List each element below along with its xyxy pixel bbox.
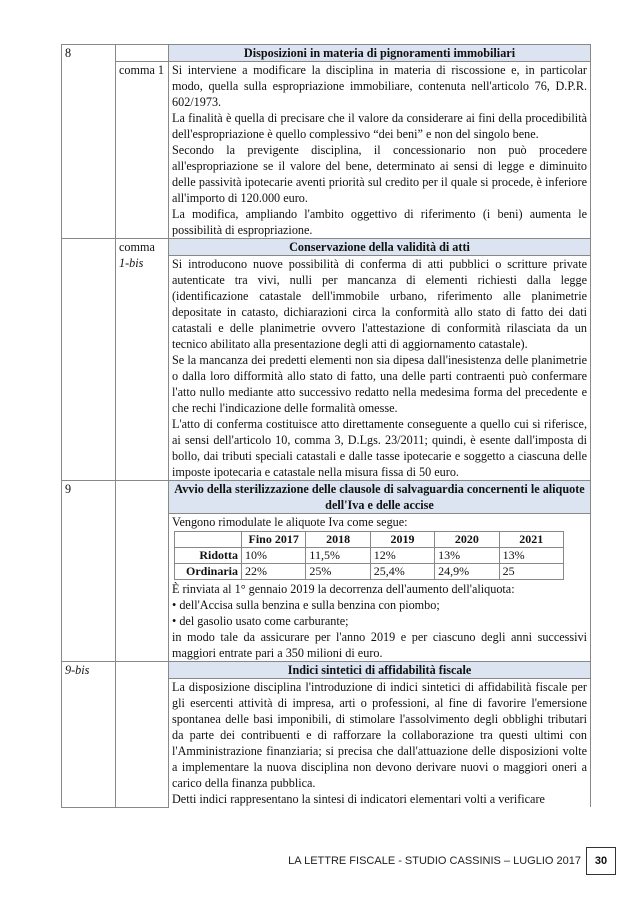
iva-row-ridotta xyxy=(175,548,564,564)
article-number-8: 8 xyxy=(62,45,116,239)
document-page xyxy=(61,44,587,808)
iva-header-cell: 2021 xyxy=(499,532,563,548)
paragraph: Secondo la previgente disciplina, il concessionario non può procedere all'espropriazione se il valore del bene, determinato ai sensi di legge e diminuito delle passività ipotecarie aventi priorità sul credito per il quale si procede, è inferiore all'importo di 120.000 euro. xyxy=(172,143,587,205)
iva-row-label: Ridotta xyxy=(175,548,242,564)
iva-cell: 13% xyxy=(435,548,499,564)
section-body-indici xyxy=(169,679,591,808)
iva-cell: 10% xyxy=(242,548,306,564)
iva-rates-table xyxy=(174,531,564,580)
bullet-item: • dell'Accisa sulla benzina e sulla benzina con piombo; xyxy=(172,598,440,612)
section-heading-indici: Indici sintetici di affidabilità fiscale xyxy=(169,662,591,679)
iva-cell: 24,9% xyxy=(435,564,499,580)
paragraph: La modifica, ampliando l'ambito oggettivo di riferimento (i beni) aumenta le possibilità di espropriazione. xyxy=(172,207,587,237)
iva-cell: 13% xyxy=(499,548,563,564)
iva-cell: 12% xyxy=(370,548,434,564)
text-line: È rinviata al 1° gennaio 2019 la decorrenza dell'aumento dell'aliquota: xyxy=(172,582,515,596)
iva-row-label: Ordinaria xyxy=(175,564,242,580)
iva-cell: 25 xyxy=(499,564,563,580)
paragraph: Detti indici rappresentano la sintesi di indicatori elementari volti a verificare xyxy=(172,792,545,806)
section-body-conservazione xyxy=(169,256,591,481)
iva-header-cell xyxy=(175,532,242,548)
paragraph: La finalità è quella di precisare che il valore da considerare ai fini della procedibilità dell'espropriazione è quello complessivo “dei beni” e non del singolo bene. xyxy=(172,111,587,141)
bullet-item: • del gasolio usato come carburante; xyxy=(172,614,349,628)
iva-header-cell: 2018 xyxy=(306,532,370,548)
section-body-sterilizzazione xyxy=(169,514,591,662)
paragraph: La disposizione disciplina l'introduzione di indici sintetici di affidabilità fiscale per gli esercenti attività di impresa, arti o professioni, al fine di favorire l'emersione spontanea delle basi imponibili, di stimolare l'assolvimento degli obblighi tributari da parte dei contribuenti e di rafforzare la collaborazione tra questi ultimi con l'Amministrazione finanziaria; si precisa che dall'attuazione delle disposizioni volte a implementare la nuova disciplina non devono derivare nuovi o maggiori oneri a carico della finanza pubblica. xyxy=(172,680,587,790)
iva-cell: 22% xyxy=(242,564,306,580)
comma-label-1bis xyxy=(116,239,169,481)
iva-header-cell: 2019 xyxy=(370,532,434,548)
comma-empty xyxy=(116,45,169,62)
paragraph: L'atto di conferma costituisce atto direttamente conseguente a quello cui si riferisce, ai sensi dell'articolo 10, comma 3, D.Lgs. 23/2011; quindi, è esente dall'imposta di bollo, dai tributi speciali catastali e dalle tasse ipotecarie e soggetto a ciascuna delle imposte ipotecaria e catastale nella misura fissa di 50 euro. xyxy=(172,417,587,479)
section-body-pignoramenti xyxy=(169,62,591,239)
comma-empty xyxy=(116,481,169,662)
section-heading-pignoramenti: Disposizioni in materia di pignoramenti immobiliari xyxy=(169,45,591,62)
article-number-9: 9 xyxy=(62,481,116,662)
comma-label-line: 1-bis xyxy=(119,256,144,270)
section-heading-conservazione: Conservazione della validità di atti xyxy=(169,239,591,256)
paragraph: in modo tale da assicurare per l'anno 2019 e per ciascuno degli anni successivi maggiori entrate pari a 350 milioni di euro. xyxy=(172,630,587,660)
comma-label-line: comma xyxy=(119,240,155,254)
iva-header-cell: Fino 2017 xyxy=(242,532,306,548)
article-number-9bis: 9-bis xyxy=(62,662,116,808)
iva-cell: 11,5% xyxy=(306,548,370,564)
comma-empty xyxy=(116,662,169,808)
comma-label: comma 1 xyxy=(116,62,169,239)
page-footer: LA LETTRE FISCALE - STUDIO CASSINIS – LUGLIO 2017 xyxy=(288,855,581,867)
iva-cell: 25,4% xyxy=(370,564,434,580)
section-heading-sterilizzazione: Avvio della sterilizzazione delle clausole di salvaguardia concernenti le aliquote dell'Iva e delle accise xyxy=(169,481,591,514)
paragraph: Si introducono nuove possibilità di conferma di atti pubblici o scritture private autenticate tra vivi, nulli per mancanza di elementi richiesti dalla legge (identificazione catastale dell'immobile urbano, riferimento alle planimetrie depositate in catasto, dichiarazioni circa la conformità allo stato di fatto dei dati catastali e delle planimetrie ovvero l'attestazione di conformità rilasciata da un tecnico abilitato alla presentazione degli atti di aggiornamento catastale). xyxy=(172,257,587,351)
iva-row-ordinaria xyxy=(175,564,564,580)
iva-header-cell: 2020 xyxy=(435,532,499,548)
page-number: 30 xyxy=(586,847,616,875)
article-number-empty xyxy=(62,239,116,481)
iva-intro: Vengono rimodulate le aliquote Iva come segue: xyxy=(172,515,408,529)
paragraph: Si interviene a modificare la disciplina in materia di riscossione e, in particolar modo, quella sulla espropriazione immobiliare, contenuta nell'articolo 76, D.P.R. 602/1973. xyxy=(172,63,587,109)
iva-cell: 25% xyxy=(306,564,370,580)
provisions-table xyxy=(61,44,591,808)
paragraph: Se la mancanza dei predetti elementi non sia dipesa dall'inesistenza delle planimetrie o dalla loro difformità allo stato di fatto, una delle parti contraenti può confermare l'atto nullo mediante atto successivo redatto nella medesima forma del precedente e che rechi l'indicazione delle formalità omesse. xyxy=(172,353,587,415)
